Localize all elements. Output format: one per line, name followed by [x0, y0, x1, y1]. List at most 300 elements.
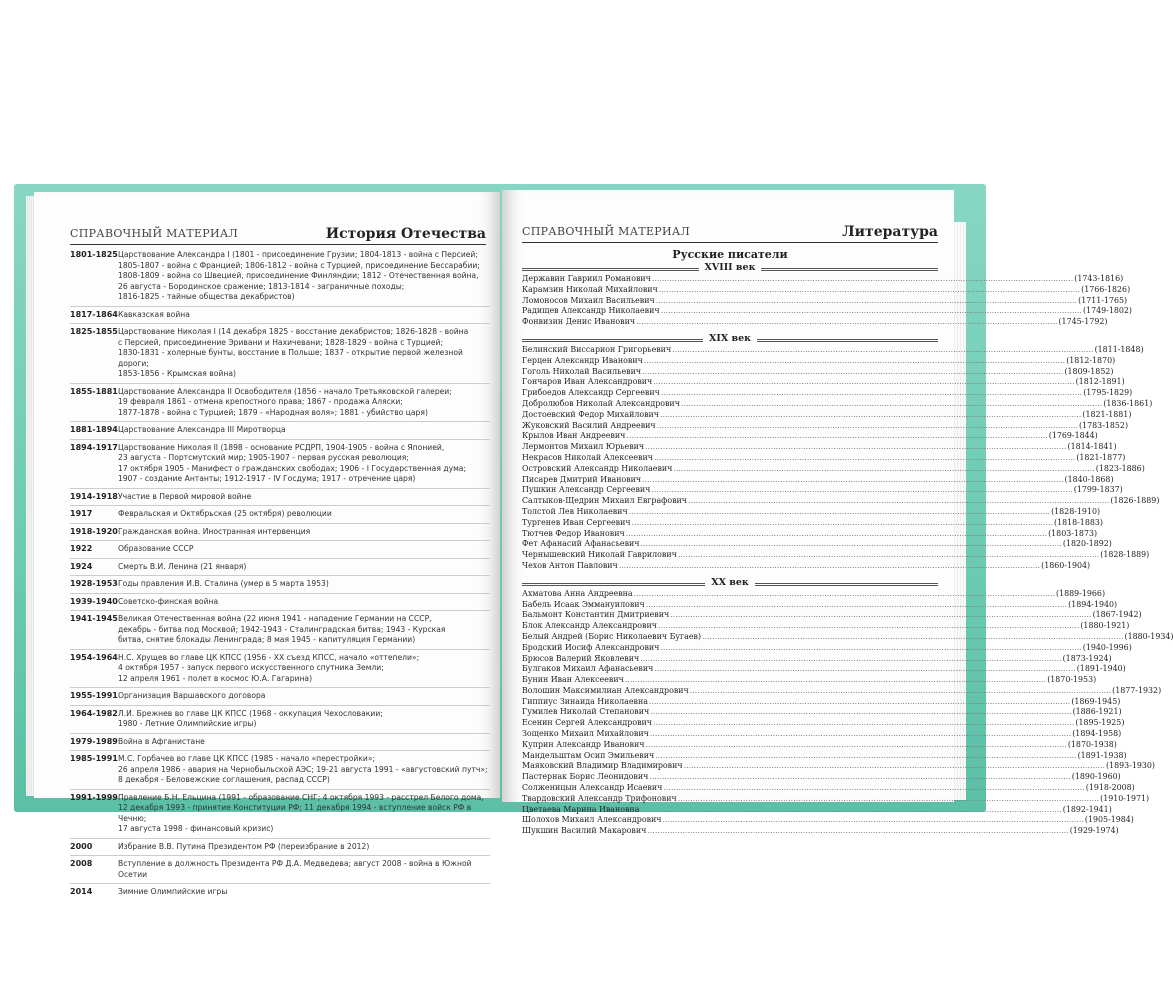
writer-name: Есенин Сергей Александрович [522, 718, 653, 728]
event-year: 1855-1881 [70, 386, 118, 396]
event-text: Царствование Александра I (1801 - присоединение Грузии; 1804-1813 - война с Персией; 1805-1807 - война с Францией; 1806-1812 - война с Турцией, присоединение Бессарабии; 1808-1809 - война со Швецией, присоединение Финляндии; 1812 - Отечественная война, 26 августа - Бородинское сражение; 1813-1814 - заграничные походы; 1816-1825 - тайные общества декабристов) [118, 250, 480, 301]
writer-name: Герцен Александр Иванович [522, 355, 643, 365]
writer-years: (1870-1953) [1047, 675, 1097, 685]
timeline-row [70, 327, 490, 380]
writer-row [522, 588, 1106, 600]
writer-row [522, 506, 1101, 518]
writer-years: (1809-1852) [1064, 366, 1114, 376]
dot-leader [673, 464, 1094, 475]
writer-years: (1910-1971) [1100, 793, 1150, 803]
event-year: 1939-1940 [70, 596, 118, 606]
writer-years: (1892-1941) [1062, 804, 1112, 814]
writer-name: Пушкин Александр Сергеевич [522, 485, 651, 495]
row-separator [70, 306, 490, 307]
event-text: Н.С. Хрущев во главе ЦК КПСС (1956 - XX съезд КПСС, начало «оттепели»; 4 октября 1957 - запуск первого искусственного спутника Земли; 12 апреля 1961 - полет в космос Ю.А. Гагарина) [118, 652, 420, 683]
event-year: 1991-1999 [70, 792, 118, 802]
event-year: 1985-1991 [70, 754, 118, 763]
event-text: М.С. Горбачев во главе ЦК КПСС (1985 - начало «перестройки»; 26 апреля 1986 - авария на Чернобыльской АЭС; 19-21 августа 1991 - «августовский путч»; 8 декабря - Беловежские соглашения, распад СССР) [118, 754, 488, 784]
writer-row [522, 761, 1155, 772]
writer-row [522, 718, 1125, 729]
row-separator [70, 855, 490, 856]
timeline-row [70, 754, 490, 786]
history-timeline [70, 250, 490, 898]
writer-row [522, 621, 1130, 632]
writer-name: Карамзин Николай Михайлович [522, 284, 658, 294]
event-year: 1801-1825 [70, 250, 118, 259]
writer-row [522, 539, 1112, 550]
row-separator [70, 593, 490, 594]
dot-leader [649, 772, 1070, 783]
writer-row [522, 610, 1142, 621]
page-edges-left [26, 196, 34, 796]
dot-leader [653, 377, 1074, 388]
writer-name: Тургенев Иван Сергеевич [522, 517, 631, 527]
timeline-row [70, 425, 490, 436]
writer-years: (1795-1829) [1083, 388, 1133, 398]
writer-years: (1880-1921) [1080, 621, 1130, 631]
timeline-row [70, 527, 490, 538]
writer-row [522, 485, 1123, 496]
writer-row [522, 631, 1173, 643]
event-text: Вступление в должность Президента РФ Д.А. Медведева; август 2008 - война в Южной Осетии [118, 859, 472, 879]
timeline-row [70, 842, 490, 853]
writer-years: (1820-1892) [1062, 539, 1112, 549]
right-page [502, 190, 1173, 836]
writer-years: (1799-1837) [1073, 485, 1123, 495]
century-heading [522, 577, 938, 589]
writer-years: (1870-1938) [1067, 739, 1117, 749]
timeline-row [70, 691, 490, 702]
dot-leader [684, 761, 1105, 772]
dot-leader [629, 507, 1050, 518]
dot-leader [688, 496, 1109, 507]
row-separator [70, 505, 490, 506]
writer-name: Гончаров Иван Александрович [522, 377, 653, 387]
writer-years: (1894-1958) [1072, 729, 1122, 739]
writer-name: Булгаков Михаил Афанасьевич [522, 664, 654, 674]
dot-leader [649, 697, 1070, 708]
row-separator [70, 323, 490, 324]
writer-years: (1711-1765) [1078, 295, 1128, 305]
timeline-row [70, 653, 490, 685]
dot-leader [646, 600, 1067, 611]
writer-years: (1918-2008) [1085, 783, 1135, 793]
event-text: Участие в Первой мировой войне [118, 491, 252, 501]
writer-row [522, 804, 1112, 816]
event-text: Организация Варшавского договора [118, 691, 266, 700]
timeline-row [70, 387, 490, 419]
row-separator [70, 421, 490, 422]
writer-years: (1840-1868) [1064, 474, 1114, 484]
writer-years: (1812-1891) [1075, 377, 1125, 387]
writer-years: (1940-1996) [1082, 642, 1132, 652]
writer-name: Лермонтов Михаил Юрьевич [522, 442, 645, 452]
event-year: 1817-1864 [70, 309, 118, 319]
writer-name: Островский Александр Николаевич [522, 463, 673, 473]
dot-leader [672, 345, 1093, 356]
writer-years: (1860-1904) [1041, 560, 1091, 570]
century-title: XX век [705, 577, 755, 588]
writer-row [522, 366, 1114, 378]
writer-row [522, 388, 1133, 399]
dot-leader [619, 561, 1040, 572]
writer-years: (1836-1861) [1103, 398, 1153, 408]
dot-leader [681, 399, 1102, 410]
timeline-row [70, 562, 490, 573]
event-year: 1881-1894 [70, 425, 118, 434]
timeline-row [70, 509, 490, 520]
dot-leader [644, 356, 1065, 367]
dot-leader [702, 632, 1123, 643]
dot-leader [652, 274, 1073, 285]
dot-leader [632, 518, 1053, 529]
writer-row [522, 295, 1128, 307]
dot-leader [642, 367, 1063, 378]
writer-name: Солженицын Александр Исаевич [522, 783, 663, 793]
writer-row [522, 642, 1132, 654]
writer-name: Волошин Максимилиан Александрович [522, 685, 689, 695]
dot-leader [634, 589, 1055, 600]
event-year: 1979-1989 [70, 736, 118, 746]
header-label: СПРАВОЧНЫЙ МАТЕРИАЛ [522, 225, 691, 238]
writer-years: (1891-1938) [1077, 750, 1127, 760]
writer-years: (1893-1930) [1106, 761, 1155, 771]
event-text: Зимние Олимпийские игры [118, 887, 228, 896]
dot-leader [670, 610, 1091, 621]
writer-name: Бабель Исаак Эммануилович [522, 599, 645, 609]
writer-name: Пастернак Борис Леонидович [522, 772, 649, 782]
row-separator [70, 575, 490, 576]
page-title: Литература [842, 224, 938, 240]
dot-leader [660, 643, 1081, 654]
event-text: Л.И. Брежнев во главе ЦК КПСС (1968 - оккупация Чехословакии; 1980 - Летние Олимпийские игры) [118, 708, 383, 728]
writer-row [522, 783, 1135, 794]
writer-name: Ломоносов Михаил Васильевич [522, 295, 655, 305]
writer-row [522, 284, 1131, 296]
writer-name: Бродский Иосиф Александрович [522, 642, 660, 652]
writer-name: Достоевский Федор Михайлович [522, 409, 660, 419]
writer-name: Чехов Антон Павлович [522, 560, 618, 570]
writer-name: Белый Андрей (Борис Николаевич Бугаев) [522, 631, 702, 641]
dot-leader [650, 707, 1071, 718]
row-separator [70, 750, 490, 751]
writer-row [522, 528, 1098, 540]
writer-years: (1895-1925) [1075, 718, 1125, 728]
writer-name: Добролюбов Николай Александрович [522, 398, 680, 408]
event-text: Образование СССР [118, 544, 194, 553]
writer-years: (1769-1844) [1048, 431, 1098, 441]
timeline-row [70, 887, 490, 898]
writer-name: Бунин Иван Алексеевич [522, 675, 624, 685]
writer-name: Брюсов Валерий Яковлевич [522, 653, 640, 663]
event-text: Царствование Александра II Освободителя (1856 - начало Третьяковской галереи; 19 февраля 1861 - отмена крепостного права; 1867 - продажа Аляски; 1877-1878 - война с Турцией; 1879 - «Народная воля»; 1881 - убийство царя) [118, 386, 452, 417]
writer-row [522, 463, 1145, 475]
writer-row [522, 772, 1121, 783]
writer-name: Бальмонт Константин Дмитриевич [522, 610, 670, 620]
event-year: 1825-1855 [70, 327, 118, 336]
row-separator [70, 838, 490, 839]
dot-leader [636, 317, 1057, 328]
writer-years: (1880-1934) [1124, 631, 1173, 641]
dot-leader [625, 675, 1046, 686]
writer-name: Белинский Виссарион Григорьевич [522, 344, 672, 354]
timeline-row [70, 250, 490, 303]
event-text: Царствование Николая II (1898 - основание РСДРП, 1904-1905 - война с Японией, 23 августа - Портсмутский мир; 1905-1907 - первая русская революция; 17 октября 1905 - Манифест о гражданских свободах; 1906 - I Государственная дума; 1907 - создание Антанты; 1912-1917 - IV Госдума; 1917 - отречение царя) [118, 442, 467, 483]
writer-row [522, 452, 1126, 464]
writer-years: (1869-1945) [1071, 696, 1121, 706]
dot-leader [626, 431, 1047, 442]
writer-name: Шукшин Василий Макарович [522, 826, 647, 836]
writer-row [522, 826, 1119, 837]
writer-row [522, 685, 1162, 697]
writer-years: (1891-1940) [1076, 664, 1126, 674]
row-separator [70, 789, 490, 790]
dot-leader [645, 740, 1066, 751]
writer-row [522, 793, 1150, 805]
dot-leader [653, 718, 1074, 729]
writer-row [522, 696, 1121, 708]
event-year: 1924 [70, 561, 93, 571]
timeline-row [70, 579, 490, 590]
left-page [34, 192, 500, 896]
writer-name: Гоголь Николай Васильевич [522, 366, 642, 376]
event-text: Смерть В.И. Ленина (21 января) [118, 561, 247, 571]
writer-name: Фонвизин Денис Иванович [522, 317, 636, 327]
dot-leader [659, 285, 1080, 296]
writer-years: (1818-1883) [1053, 517, 1103, 527]
event-year: 2014 [70, 887, 93, 896]
dot-leader [654, 453, 1075, 464]
writer-row [522, 420, 1129, 432]
event-text: Годы правления И.В. Сталина (умер в 5 марта 1953) [118, 579, 329, 588]
writer-years: (1823-1886) [1095, 463, 1145, 473]
dot-leader [640, 654, 1061, 665]
writer-row [522, 560, 1091, 572]
event-year: 1914-1918 [70, 491, 118, 501]
writer-years: (1821-1881) [1082, 409, 1132, 419]
writer-years: (1905-1984) [1084, 815, 1134, 825]
writer-years: (1749-1802) [1083, 306, 1132, 316]
writer-row [522, 377, 1125, 388]
century-heading [522, 333, 938, 345]
dot-leader [640, 805, 1061, 816]
row-separator [70, 523, 490, 524]
writer-years: (1828-1889) [1100, 550, 1150, 560]
writer-row [522, 398, 1153, 410]
writer-name: Мандельштам Осип Эмильевич [522, 750, 655, 760]
dot-leader [661, 306, 1082, 317]
header-rule [70, 244, 486, 245]
event-year: 1918-1920 [70, 526, 118, 536]
dot-leader [650, 729, 1071, 740]
writer-row [522, 355, 1116, 367]
event-year: 1917 [70, 509, 93, 518]
writer-years: (1867-1942) [1092, 610, 1142, 620]
writer-name: Фет Афанасий Афанасьевич [522, 539, 640, 549]
event-text: Царствование Александра III Миротворца [118, 425, 286, 434]
dot-leader [654, 664, 1075, 675]
writer-row [522, 409, 1132, 421]
timeline-row [70, 310, 490, 321]
event-year: 1954-1964 [70, 652, 118, 662]
row-separator [70, 383, 490, 384]
row-separator [70, 649, 490, 650]
dot-leader [658, 621, 1079, 632]
timeline-row [70, 737, 490, 748]
writer-years: (1783-1852) [1079, 420, 1129, 430]
dot-leader [640, 539, 1061, 550]
writer-name: Маяковский Владимир Владимирович [522, 761, 683, 771]
writer-row [522, 317, 1108, 328]
writer-name: Ахматова Анна Андреевна [522, 588, 633, 598]
writer-row [522, 496, 1160, 507]
writer-row [522, 306, 1132, 317]
writer-name: Толстой Лев Николаевич [522, 506, 628, 516]
writer-name: Гиппиус Зинаида Николаевна [522, 696, 648, 706]
timeline-row [70, 443, 490, 485]
dot-leader [651, 485, 1072, 496]
event-year: 1964-1982 [70, 708, 118, 718]
dot-leader [678, 550, 1099, 561]
writer-years: (1877-1932) [1112, 685, 1162, 695]
event-year: 1922 [70, 544, 93, 553]
event-year: 2000 [70, 841, 93, 851]
century-title: XVIII век [699, 262, 762, 273]
writer-row [522, 707, 1122, 718]
writer-years: (1828-1910) [1051, 506, 1101, 516]
writer-years: (1873-1924) [1062, 653, 1112, 663]
event-text: Великая Отечественная война (22 июня 1941 - нападение Германии на СССР, декабрь - битва под Москвой; 1942-1943 - Сталинградская битва; 1943 - Курская битва, снятие блокады Ленинграда; 8 мая 1945 - капитуляция Германии) [118, 614, 446, 644]
row-separator [70, 488, 490, 489]
writer-row [522, 517, 1103, 529]
writer-years: (1743-1816) [1074, 274, 1124, 283]
writer-years: (1826-1889) [1110, 496, 1160, 506]
event-text: Кавказская война [118, 309, 190, 319]
row-separator [70, 883, 490, 884]
row-separator [70, 439, 490, 440]
row-separator [70, 558, 490, 559]
writer-years: (1890-1960) [1071, 772, 1121, 782]
writer-name: Гумилев Николай Степанович [522, 707, 650, 717]
writer-years: (1821-1877) [1076, 452, 1126, 462]
dot-leader [661, 388, 1082, 399]
dot-leader [645, 442, 1066, 453]
writer-row [522, 442, 1117, 453]
writer-row [522, 750, 1127, 762]
dot-leader [655, 751, 1076, 762]
event-text: Февральская и Октябрьская (25 октября) революции [118, 509, 332, 518]
writer-row [522, 274, 1124, 285]
timeline-row [70, 859, 490, 880]
writer-years: (1766-1826) [1081, 284, 1131, 294]
writer-row [522, 729, 1122, 740]
century-title: XIX век [703, 333, 757, 344]
row-separator [70, 610, 490, 611]
timeline-row [70, 544, 490, 555]
header-rule [522, 242, 938, 243]
dot-leader [660, 410, 1081, 421]
writer-name: Радищев Александр Николаевич [522, 306, 660, 316]
writer-name: Куприн Александр Иванович [522, 739, 645, 749]
dot-leader [642, 475, 1063, 486]
dot-leader [663, 815, 1084, 826]
writer-name: Чернышевский Николай Гаврилович [522, 550, 677, 560]
event-text: Война в Афганистане [118, 736, 205, 746]
dot-leader [663, 783, 1084, 794]
event-text: Правление Б.Н. Ельцина (1991 - образование СНГ; 4 октября 1993 - расстрел Белого дома, 12 декабря 1993 - принятие Конституции РФ; 11 декабря 1994 - вступление войск РФ в Чечню; 17 августа 1998 - финансовый кризис) [118, 792, 484, 833]
section-title: Русские писатели [672, 248, 788, 261]
writer-name: Грибоедов Александр Сергеевич [522, 388, 660, 398]
row-separator [70, 540, 490, 541]
writer-row [522, 653, 1112, 665]
writer-row [522, 664, 1126, 675]
event-text: Советско-финская война [118, 596, 219, 606]
event-year: 2008 [70, 859, 93, 868]
event-year: 1941-1945 [70, 614, 118, 623]
writer-name: Зощенко Михаил Михайлович [522, 729, 649, 739]
century-heading [522, 262, 938, 274]
writer-years: (1812-1870) [1066, 355, 1116, 365]
writer-name: Шолохов Михаил Александрович [522, 815, 662, 825]
writer-row [522, 474, 1114, 486]
writer-name: Твардовский Александр Трифонович [522, 793, 677, 803]
page-title: История Отечества [325, 226, 486, 242]
header-label: СПРАВОЧНЫЙ МАТЕРИАЛ [70, 227, 239, 240]
dot-leader [678, 794, 1099, 805]
writer-row [522, 815, 1134, 826]
writer-years: (1745-1792) [1058, 317, 1108, 327]
writer-years: (1803-1873) [1048, 528, 1098, 538]
timeline-row [70, 492, 490, 503]
writer-name: Жуковский Василий Андреевич [522, 420, 656, 430]
left-page-header [34, 220, 500, 242]
writer-row [522, 675, 1097, 686]
row-separator [70, 733, 490, 734]
writer-years: (1811-1848) [1094, 344, 1144, 354]
writer-name: Салтыков-Щедрин Михаил Евграфович [522, 496, 688, 506]
dot-leader [626, 529, 1047, 540]
writer-years: (1889-1966) [1056, 588, 1106, 598]
writer-years: (1886-1921) [1072, 707, 1122, 717]
writer-row [522, 344, 1144, 356]
dot-leader [657, 421, 1078, 432]
dot-leader [647, 826, 1068, 837]
writer-years: (1814-1841) [1067, 442, 1117, 452]
row-separator [70, 705, 490, 706]
right-page-header [502, 218, 954, 240]
row-separator [70, 687, 490, 688]
event-year: 1928-1953 [70, 579, 118, 588]
writer-years: (1894-1940) [1068, 599, 1118, 609]
writer-row [522, 550, 1150, 561]
writer-name: Цветаева Марина Ивановна [522, 804, 640, 814]
event-year: 1955-1991 [70, 691, 118, 700]
dot-leader [656, 296, 1077, 307]
dot-leader [690, 686, 1111, 697]
event-text: Царствование Николая I (14 декабря 1825 - восстание декабристов; 1826-1828 - война с Персией, присоединение Эривани и Нахичевани; 1828-1829 - война с Турцией; 1830-1831 - холерные бунты, восстание в Польше; 1837 - открытие первой железной дороги; 1853-1856 - Крымская война) [118, 327, 469, 378]
writer-row [522, 739, 1117, 751]
writers-list [522, 248, 1173, 837]
timeline-row [70, 614, 490, 646]
writer-row [522, 599, 1118, 611]
writer-name: Тютчев Федор Иванович [522, 528, 625, 538]
timeline-row [70, 709, 490, 730]
writer-name: Писарев Дмитрий Иванович [522, 474, 642, 484]
event-text: Избрание В.В. Путина Президентом РФ (переизбрание в 2012) [118, 841, 370, 851]
timeline-row [70, 597, 490, 608]
writer-years: (1929-1974) [1069, 826, 1119, 836]
writer-name: Державин Гавриил Романович [522, 274, 651, 283]
